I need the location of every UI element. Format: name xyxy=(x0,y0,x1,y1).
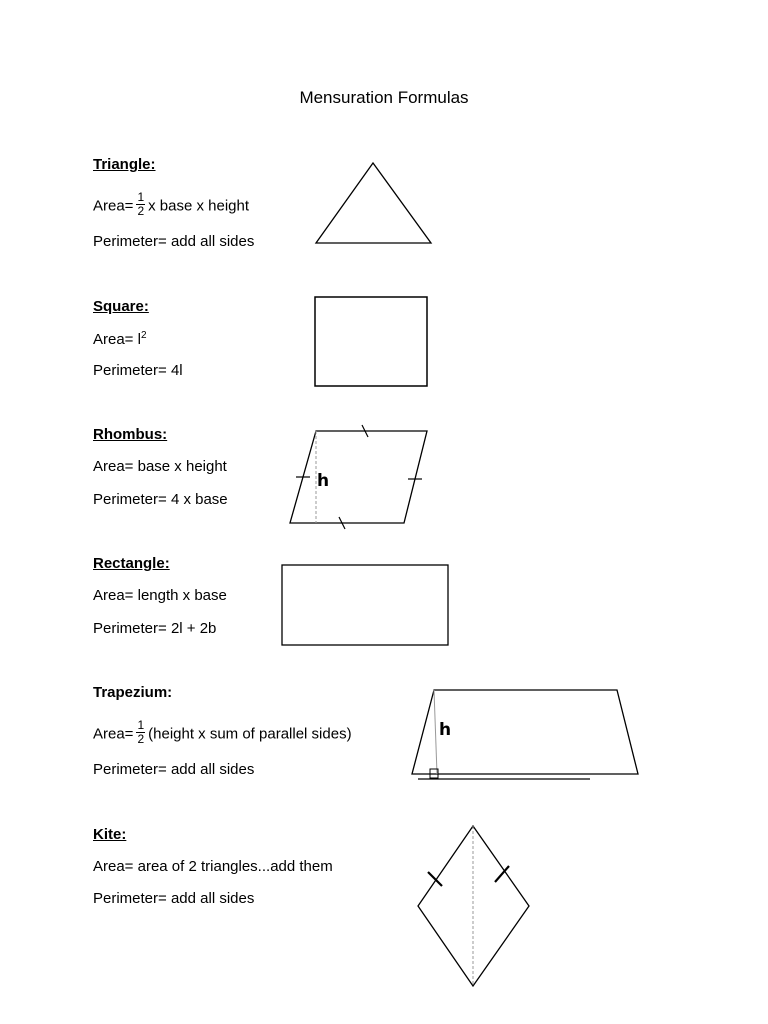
trapezium-height-label: h xyxy=(439,720,452,740)
page-title: Mensuration Formulas xyxy=(299,88,469,107)
triangle-shape xyxy=(316,163,431,243)
kite-shape xyxy=(418,826,529,986)
triangle-area-prefix: Area= xyxy=(93,197,134,215)
square-area-prefix: Area= l xyxy=(93,331,141,348)
fraction-denominator: 2 xyxy=(137,732,145,746)
rhombus-perimeter: Perimeter= 4 x base xyxy=(93,491,228,508)
rectangle-heading: Rectangle: xyxy=(93,555,170,572)
square-perimeter: Perimeter= 4l xyxy=(93,362,183,379)
trapezium-area-suffix: (height x sum of parallel sides) xyxy=(148,725,352,743)
trapezium-area-prefix: Area= xyxy=(93,725,134,743)
triangle-perimeter: Perimeter= add all sides xyxy=(93,233,255,250)
square-area-exponent: 2 xyxy=(140,330,147,341)
rhombus-height-label: h xyxy=(317,471,330,491)
triangle-heading: Triangle: xyxy=(93,156,156,173)
rectangle-area: Area= length x base xyxy=(93,587,227,604)
trapezium-perimeter: Perimeter= add all sides xyxy=(93,761,255,778)
triangle-area-suffix: x base x height xyxy=(148,197,250,215)
fraction-numerator: 1 xyxy=(137,190,145,204)
rectangle-perimeter: Perimeter= 2l + 2b xyxy=(93,620,217,637)
rectangle-shape xyxy=(282,565,448,645)
rhombus-heading: Rhombus: xyxy=(93,426,168,443)
square-heading: Square: xyxy=(93,298,149,315)
trapezium-heading: Trapezium: xyxy=(93,684,173,701)
fraction-numerator: 1 xyxy=(137,718,145,732)
kite-perimeter: Perimeter= add all sides xyxy=(93,890,255,907)
kite-heading: Kite: xyxy=(93,826,127,843)
kite-area: Area= area of 2 triangles...add them xyxy=(93,858,333,875)
fraction-denominator: 2 xyxy=(137,204,145,218)
rhombus-area: Area= base x height xyxy=(93,458,227,475)
rhombus-shape xyxy=(290,425,427,529)
square-shape xyxy=(315,297,427,386)
